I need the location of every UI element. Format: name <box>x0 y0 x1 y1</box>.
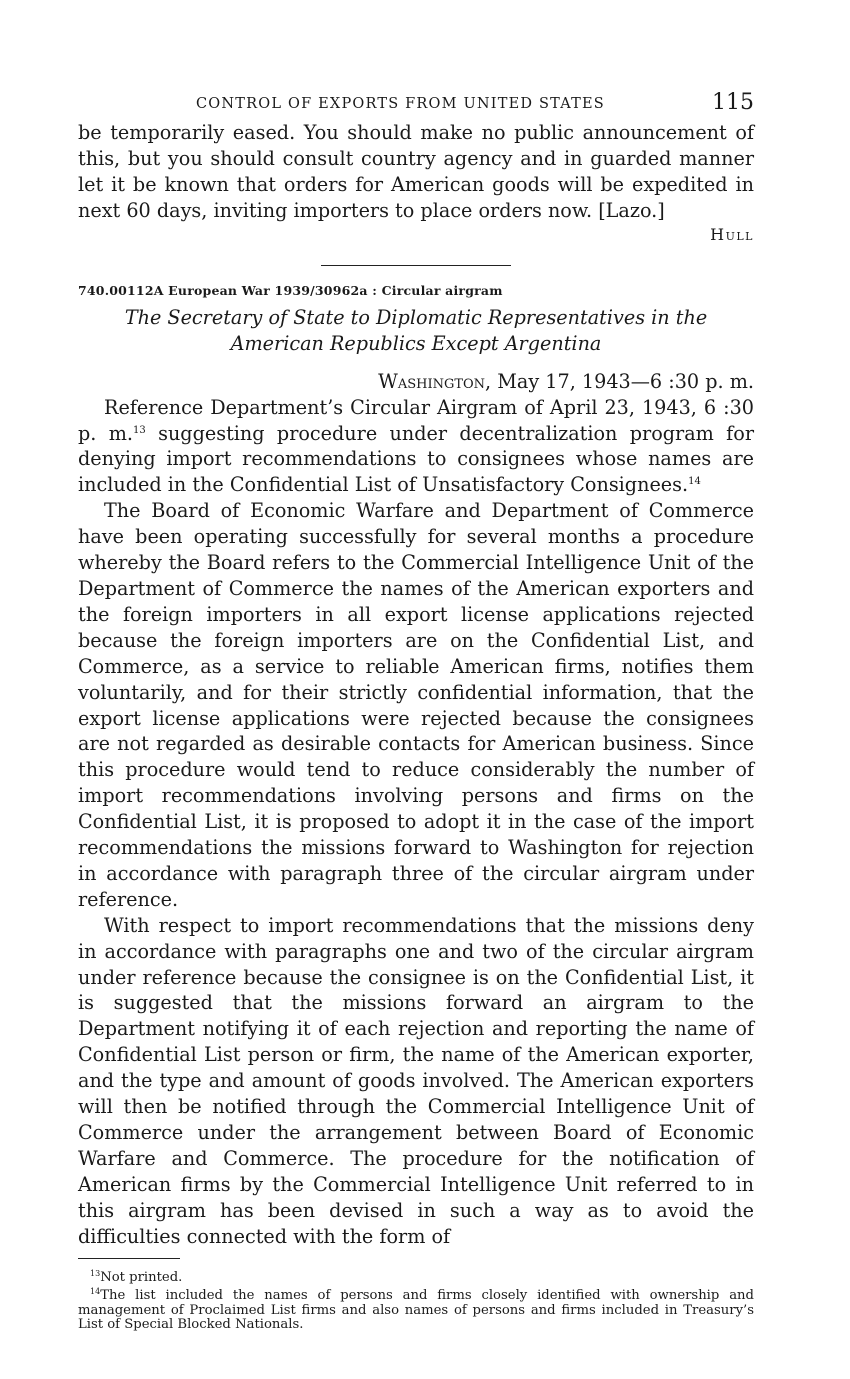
dateline-place: Washington, <box>378 369 492 393</box>
paragraph-1-part-1: Reference Department’s Circular Airgram of April 23, 1943, 6 :30 p. m. <box>78 395 754 445</box>
document-title: The Secretary of State to Diplomatic Representatives in the American Republics Except Argentina <box>124 305 708 355</box>
paragraph-1 <box>78 395 754 499</box>
footnote-14 <box>78 1285 754 1333</box>
footnote-mark: 14 <box>90 1287 101 1297</box>
footnote-ref-13: 13 <box>133 424 146 436</box>
signature: Hull <box>710 224 754 244</box>
footnotes <box>78 1267 754 1333</box>
running-title: CONTROL OF EXPORTS FROM UNITED STATES <box>196 96 605 112</box>
footnote-13 <box>78 1267 754 1286</box>
carryover-paragraph: be temporarily eased. You should make no public announcement of this, but you should consult country agency and in guarded manner let it be known that orders for American goods will be expedited in next 60 days, inviting importers to place orders now. [Lazo.] <box>78 121 754 222</box>
file-reference: 740.00112A European War 1939/30962a : Circular airgram <box>78 282 503 298</box>
section-divider <box>321 265 511 266</box>
footnote-divider <box>78 1258 180 1259</box>
dateline <box>78 369 754 395</box>
footnote-text: The list included the names of persons and firms closely identified with ownership and management of Proclaimed List firms and also names of persons and firms included in Treasury’s List of Special Blocked Nationals. <box>78 1288 754 1333</box>
footnote-ref-14: 14 <box>688 476 701 488</box>
footnote-text: Not printed. <box>100 1269 183 1285</box>
dateline-date: May 17, 1943—6 :30 p. m. <box>491 369 754 393</box>
paragraph-3: With respect to import recommendations that the missions deny in accordance with paragraphs one and two of the circular airgram under reference because the consignee is on the Confidential List, it is suggested that the missions forward an airgram to the Department notifying it of each rejection and reporting the name of Confidential List person or firm, the name of the American exporter, and the type and amount of goods involved. The American exporters will then be notified through the Commercial Intelligence Unit of Commerce under the arrangement between Board of Economic Warfare and Commerce. The procedure for the notification of American firms by the Commercial Intelligence Unit referred to in this airgram has been devised in such a way as to avoid the difficulties connected with the form of <box>78 913 754 1248</box>
document-page <box>78 88 754 1333</box>
running-header <box>78 88 754 120</box>
footnote-mark: 13 <box>90 1268 101 1278</box>
paragraph-2: The Board of Economic Warfare and Department of Commerce have been operating successfully for several months a procedure whereby the Board refers to the Commercial Intelligence Unit of the Department of Commerce the names of the American exporters and the foreign importers in all export license applications rejected because the foreign importers are on the Confidential List, and Commerce, as a service to reliable American firms, notifies them voluntarily, and for their strictly confidential information, that the export license applications were rejected because the consignees are not regarded as desirable contacts for American business. Since this procedure would tend to reduce considerably the number of import recommendations involving persons and firms on the Confidential List, it is proposed to adopt it in the case of the import recommendations the missions forward to Washington for rejection in accordance with paragraph three of the circular airgram under reference. <box>78 499 754 911</box>
page-number: 115 <box>712 90 754 115</box>
paragraph-1-part-2: suggesting procedure under decentralization program for denying import recommendations to consignees whose names are included in the Confidential List of Unsatisfactory Consignees. <box>78 421 754 497</box>
